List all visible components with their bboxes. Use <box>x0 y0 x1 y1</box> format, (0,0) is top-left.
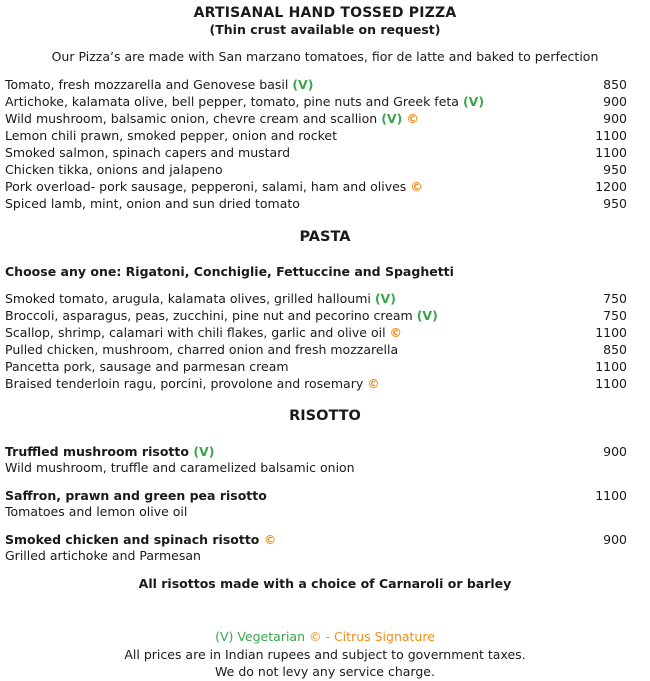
menu-item <box>5 110 419 127</box>
menu-item <box>5 76 313 93</box>
menu-item-price: 750 <box>603 291 627 306</box>
menu-item-price: 1100 <box>595 145 627 160</box>
footer-taxes: All prices are in Indian rupees and subject to government taxes. <box>124 647 526 662</box>
menu-item-name: Braised tenderloin ragu, porcini, provolone and rosemary <box>5 376 364 391</box>
footer-service: We do not levy any service charge. <box>215 664 435 679</box>
menu-item-name: Truffled mushroom risotto <box>5 444 189 459</box>
menu-item <box>5 93 484 110</box>
menu-item-description: Tomatoes and lemon olive oil <box>5 504 188 519</box>
menu-item-price: 1100 <box>595 376 627 391</box>
menu-item-name: Spiced lamb, mint, onion and sun dried tomato <box>5 196 300 211</box>
menu-item <box>5 487 267 504</box>
menu-item <box>5 531 276 548</box>
menu-item-row <box>5 358 627 375</box>
menu-item-price: 750 <box>603 308 627 323</box>
menu-item-row <box>5 341 627 358</box>
menu-item <box>5 443 214 460</box>
vegetarian-tag: (V) <box>374 291 396 306</box>
menu-item-name: Pancetta pork, sausage and parmesan cream <box>5 359 289 374</box>
pizza-intro: Our Pizza’s are made with San marzano tomatoes, fior de latte and baked to perfection <box>51 49 599 64</box>
menu-item <box>5 161 223 178</box>
legend-signature: © - Citrus Signature <box>309 629 435 644</box>
signature-icon: © <box>263 532 277 547</box>
menu-item-row <box>5 127 627 144</box>
signature-icon: © <box>406 111 419 126</box>
menu-item-description: Wild mushroom, truffle and caramelized balsamic onion <box>5 460 355 475</box>
menu-item-name: Smoked chicken and spinach risotto <box>5 532 260 547</box>
menu-item-price: 1200 <box>595 179 627 194</box>
menu-item-price: 900 <box>603 111 627 126</box>
menu-item-row <box>5 161 627 178</box>
menu-item-row <box>5 443 627 460</box>
menu-item-row <box>5 178 627 195</box>
menu-item-name: Scallop, shrimp, calamari with chili flakes, garlic and olive oil <box>5 325 386 340</box>
pizza-subtitle: (Thin crust available on request) <box>209 22 441 37</box>
menu-item-name: Pork overload- pork sausage, pepperoni, salami, ham and olives <box>5 179 407 194</box>
signature-icon: © <box>367 376 380 391</box>
vegetarian-tag: (V) <box>462 94 485 109</box>
menu-item-price: 1100 <box>595 359 627 374</box>
vegetarian-tag: (V) <box>292 77 314 92</box>
menu-item <box>5 290 396 307</box>
menu-item-price: 850 <box>603 342 627 357</box>
menu-item-name: Artichoke, kalamata olive, bell pepper, tomato, pine nuts and Greek feta <box>5 94 459 109</box>
menu-item-row <box>5 487 627 504</box>
menu-item-price: 900 <box>603 532 627 547</box>
menu-item-price: 1100 <box>595 128 627 143</box>
signature-icon: © <box>410 179 423 194</box>
risotto-note: All risottos made with a choice of Carnaroli or barley <box>138 576 512 591</box>
menu-item <box>5 178 423 195</box>
menu-item-row <box>5 375 627 392</box>
menu-item <box>5 324 402 341</box>
menu-item <box>5 144 290 161</box>
menu-item-price: 950 <box>603 196 627 211</box>
menu-item-row <box>5 76 627 93</box>
menu-item-name: Smoked salmon, spinach capers and mustard <box>5 145 291 160</box>
risotto-title: RISOTTO <box>289 408 361 424</box>
menu-item-name: Saffron, prawn and green pea risotto <box>5 488 267 503</box>
legend <box>0 629 650 644</box>
menu-item-row <box>5 110 627 127</box>
menu-item-name: Wild mushroom, balsamic onion, chevre cream and scallion <box>5 111 378 126</box>
vegetarian-tag: (V) <box>193 444 215 459</box>
menu-item-price: 1100 <box>595 325 627 340</box>
menu-item <box>5 375 380 392</box>
menu-item-price: 900 <box>603 444 627 459</box>
signature-icon: © <box>389 325 403 340</box>
menu-item-description: Grilled artichoke and Parmesan <box>5 548 201 563</box>
menu-item-name: Lemon chili prawn, smoked pepper, onion and rocket <box>5 128 338 143</box>
menu-item <box>5 341 398 358</box>
pasta-choice-note: Choose any one: Rigatoni, Conchiglie, Fettuccine and Spaghetti <box>5 264 454 279</box>
menu-item-row <box>5 195 627 212</box>
menu-item-row <box>5 93 627 110</box>
pasta-title: PASTA <box>299 229 351 245</box>
menu-item-price: 900 <box>603 94 627 109</box>
menu-item <box>5 358 289 375</box>
menu-item-row <box>5 324 627 341</box>
menu-item <box>5 195 300 212</box>
vegetarian-tag: (V) <box>381 111 403 126</box>
menu-item-name: Chicken tikka, onions and jalapeno <box>5 162 223 177</box>
pizza-title: ARTISANAL HAND TOSSED PIZZA <box>193 5 457 21</box>
legend-vegetarian: (V) Vegetarian <box>215 629 306 644</box>
menu-item-price: 950 <box>603 162 627 177</box>
menu-item <box>5 307 438 324</box>
menu-item-price: 850 <box>603 77 627 92</box>
menu-item-name: Smoked tomato, arugula, kalamata olives, grilled halloumi <box>5 291 371 306</box>
menu-item-name: Broccoli, asparagus, peas, zucchini, pine nut and pecorino cream <box>5 308 413 323</box>
menu-item <box>5 127 337 144</box>
vegetarian-tag: (V) <box>416 308 438 323</box>
menu-item-row <box>5 144 627 161</box>
menu-item-row <box>5 290 627 307</box>
menu-item-price: 1100 <box>595 488 627 503</box>
menu-item-name: Tomato, fresh mozzarella and Genovese basil <box>5 77 289 92</box>
menu-item-name: Pulled chicken, mushroom, charred onion and fresh mozzarella <box>5 342 399 357</box>
menu-item-row <box>5 307 627 324</box>
menu-item-row <box>5 531 627 548</box>
